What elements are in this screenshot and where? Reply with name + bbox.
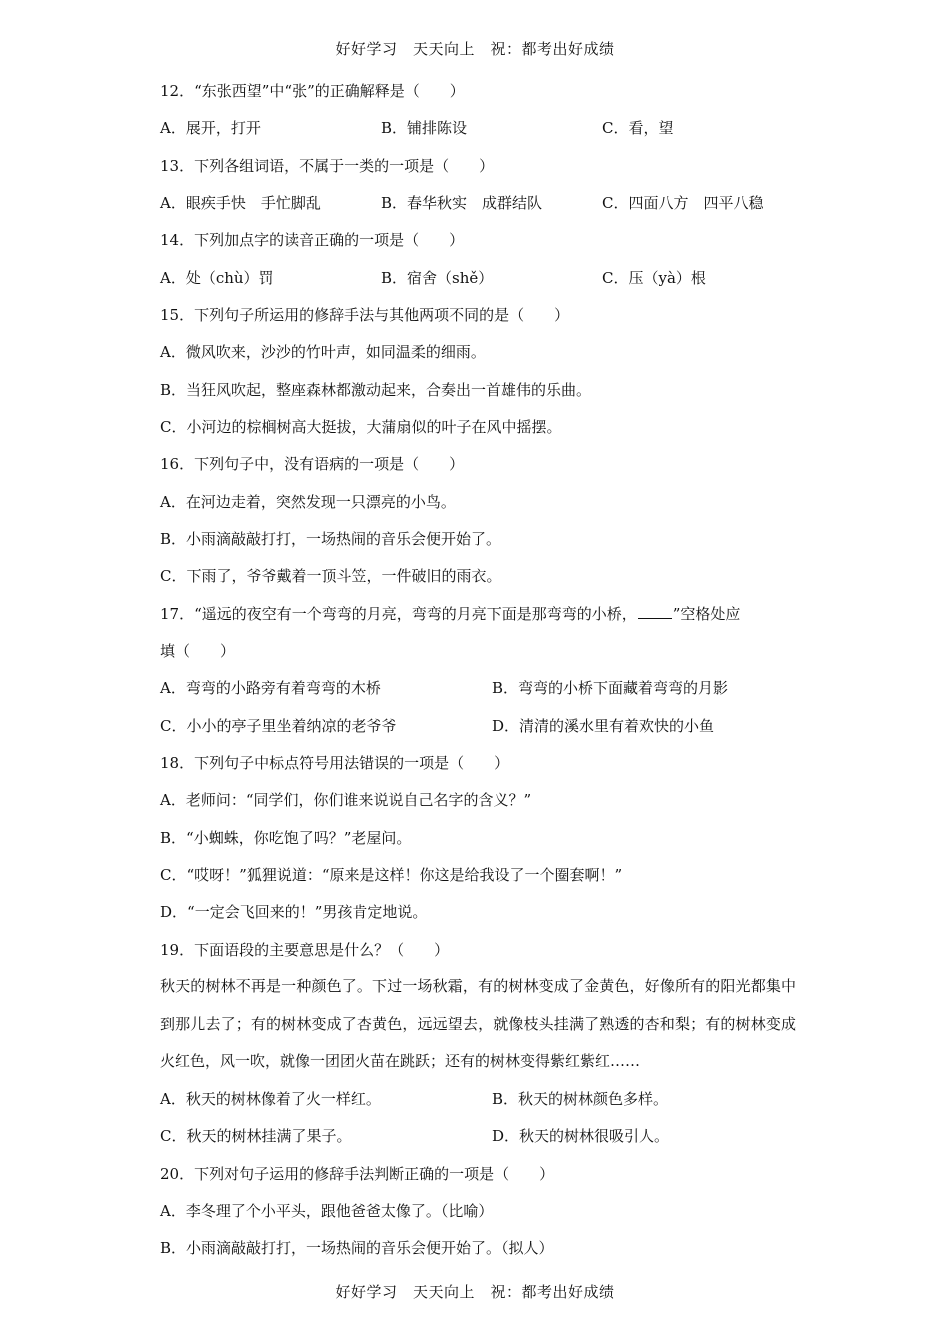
- question-20-stem: 20．下列对句子运用的修辞手法判断正确的一项是（ ）: [160, 1165, 555, 1183]
- question-16-option-c: C．下雨了，爷爷戴着一顶斗笠，一件破旧的雨衣。: [160, 567, 502, 585]
- question-14-option-b: B．宿舍（shě）: [381, 269, 494, 287]
- question-12-option-a: A．展开，打开: [160, 119, 261, 137]
- question-17-stem-part1: 17．“遥远的夜空有一个弯弯的月亮，弯弯的月亮下面是那弯弯的小桥，: [160, 605, 637, 623]
- question-13-option-a: A．眼疾手快 手忙脚乱: [160, 194, 321, 212]
- question-17-option-a: A．弯弯的小路旁有着弯弯的木桥: [160, 679, 381, 697]
- question-19-option-d: D．秋天的树林很吸引人。: [492, 1127, 670, 1145]
- question-19-option-a: A．秋天的树林像着了火一样红。: [160, 1090, 381, 1108]
- question-12-stem: 12．“东张西望”中“张”的正确解释是（ ）: [160, 82, 465, 100]
- question-18-stem: 18．下列句子中标点符号用法错误的一项是（ ）: [160, 754, 510, 772]
- question-12-option-b: B．铺排陈设: [381, 119, 468, 137]
- question-17-option-d: D．清清的溪水里有着欢快的小鱼: [492, 717, 715, 735]
- question-13-option-b: B．春华秋实 成群结队: [381, 194, 543, 212]
- question-15-stem: 15．下列句子所运用的修辞手法与其他两项不同的是（ ）: [160, 306, 570, 324]
- question-15-option-b: B．当狂风吹起，整座森林都激动起来，合奏出一首雄伟的乐曲。: [160, 381, 592, 399]
- question-15-option-c: C．小河边的棕榈树高大挺拔，大蒲扇似的叶子在风中摇摆。: [160, 418, 562, 436]
- question-17-stem: [160, 604, 740, 624]
- fill-in-blank: [638, 604, 672, 619]
- page-footer: 好好学习 天天向上 祝：都考出好成绩: [335, 1283, 615, 1301]
- question-16-option-b: B．小雨滴敲敲打打，一场热闹的音乐会便开始了。: [160, 530, 502, 548]
- question-15-option-a: A．微风吹来，沙沙的竹叶声，如同温柔的细雨。: [160, 343, 486, 361]
- question-18-option-d: D．“一定会飞回来的！”男孩肯定地说。: [160, 903, 428, 921]
- question-13-stem: 13．下列各组词语，不属于一类的一项是（ ）: [160, 157, 495, 175]
- question-14-stem: 14．下列加点字的读音正确的一项是（ ）: [160, 231, 465, 249]
- question-18-option-a: A．老师问：“同学们，你们谁来说说自己名字的含义？”: [160, 791, 532, 809]
- question-14-option-a: A．处（chù）罚: [160, 269, 274, 287]
- question-16-option-a: A．在河边走着，突然发现一只漂亮的小鸟。: [160, 493, 456, 511]
- question-17-option-b: B．弯弯的小桥下面藏着弯弯的月影: [492, 679, 729, 697]
- question-19-stem: 19．下面语段的主要意思是什么？（ ）: [160, 941, 450, 959]
- question-14-option-c: C．压（yà）根: [602, 269, 706, 287]
- question-19-option-c: C．秋天的树林挂满了果子。: [160, 1127, 352, 1145]
- question-16-stem: 16．下列句子中，没有语病的一项是（ ）: [160, 455, 465, 473]
- question-20-option-b: B．小雨滴敲敲打打，一场热闹的音乐会便开始了。（拟人）: [160, 1239, 554, 1257]
- question-17-option-c: C．小小的亭子里坐着纳凉的老爷爷: [160, 717, 397, 735]
- page-header: 好好学习 天天向上 祝：都考出好成绩: [335, 40, 615, 58]
- question-13-option-c: C．四面八方 四平八稳: [602, 194, 764, 212]
- question-20-option-a: A．李冬理了个小平头，跟他爸爸太像了。（比喻）: [160, 1202, 494, 1220]
- question-17-stem-line2: 填（ ）: [160, 642, 236, 660]
- question-12-option-c: C．看，望: [602, 119, 674, 137]
- question-19-passage: 秋天的树林不再是一种颜色了。下过一场秋霜，有的树林变成了金黄色，好像所有的阳光都集中到那儿去了；有的树林变成了杏黄色，远远望去，就像枝头挂满了熟透的杏和梨；有的树林变成火红色，风一吹，就像一团团火苗在跳跃；还有的树林变得紫红紫红……: [160, 977, 796, 1070]
- question-19-option-b: B．秋天的树林颜色多样。: [492, 1090, 669, 1108]
- question-18-option-b: B．“小蜘蛛，你吃饱了吗？”老屋问。: [160, 829, 412, 847]
- question-17-stem-part2: ”空格处应: [672, 605, 741, 623]
- question-18-option-c: C．“哎呀！”狐狸说道：“原来是这样！你这是给我设了一个圈套啊！”: [160, 866, 623, 884]
